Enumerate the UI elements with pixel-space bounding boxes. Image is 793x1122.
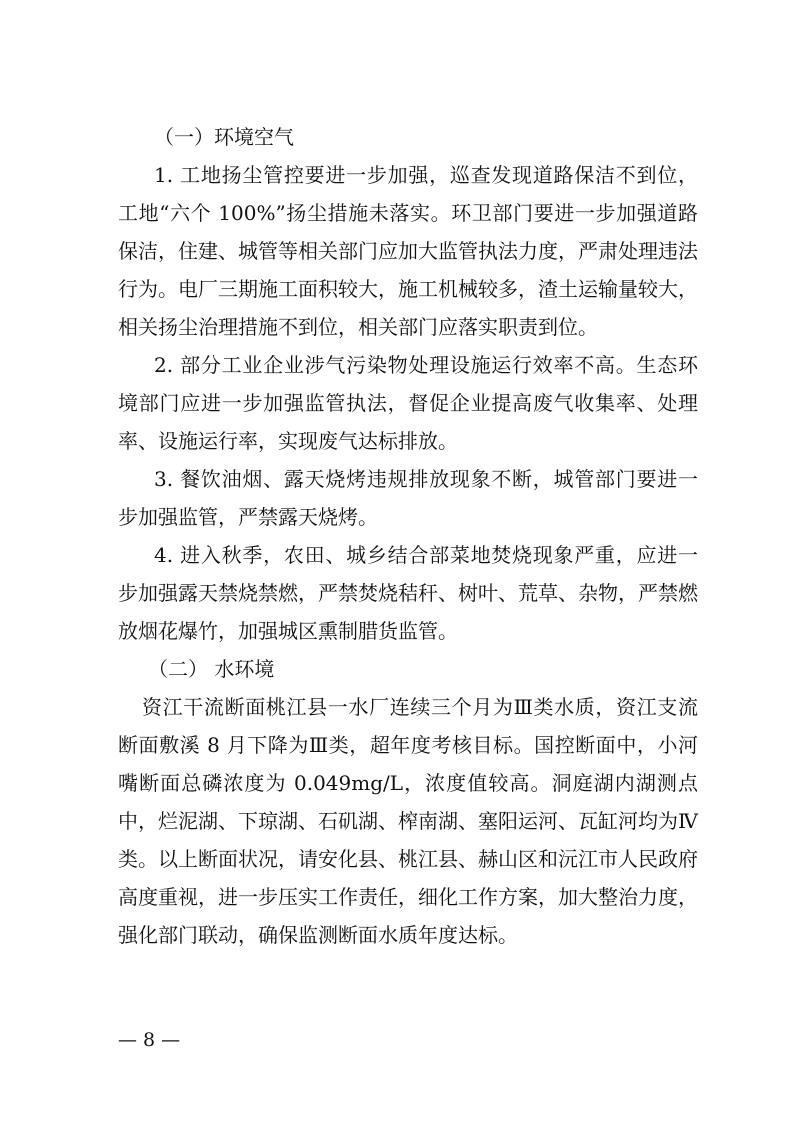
paragraph-water-1: 资江干流断面桃江县一水厂连续三个月为Ⅲ类水质，资江支流断面敷溪 8 月下降为Ⅲ类，超年度考核目标。国控断面中，小河嘴断面总磷浓度为 0.049mg/L，浓度值较高。洞庭湖内湖测点中，烂泥湖、下琼湖、石矶湖、榨南湖、塞阳运河、瓦缸河均为Ⅳ类。以上断面状况，请安化县、桃江县、赫山区和沅江市人民政府高度重视，进一步压实工作责任，细化工作方案，加大整治力度，强化部门联动，确保监测断面水质年度达标。: [118, 695, 698, 947]
section-heading-air: （一）环境空气: [154, 125, 294, 149]
document-body: [118, 118, 698, 954]
paragraph-air-3: 3. 餐饮油烟、露天烧烤违规排放现象不断，城管部门要进一步加强监管，严禁露天烧烤。: [118, 467, 698, 529]
paragraph-air-2: 2. 部分工业企业涉气污染物处理设施运行效率不高。生态环境部门应进一步加强监管执法，督促企业提高废气收集率、处理率、设施运行率，实现废气达标排放。: [118, 353, 698, 453]
paragraph-air-1: 1. 工地扬尘管控要进一步加强，巡查发现道路保洁不到位，工地“六个 100%”扬尘措施未落实。环卫部门要进一步加强道路保洁，住建、城管等相关部门应加大监管执法力度，严肃处理违法行为。电厂三期施工面积较大，施工机械较多，渣土运输量较大，相关扬尘治理措施不到位，相关部门应落实职责到位。: [118, 163, 698, 339]
paragraph-air-4: 4. 进入秋季，农田、城乡结合部菜地焚烧现象严重，应进一步加强露天禁烧禁燃，严禁焚烧秸秆、树叶、荒草、杂物，严禁燃放烟花爆竹，加强城区熏制腊货监管。: [118, 543, 698, 643]
page-number: — 8 —: [118, 1029, 181, 1051]
section-heading-water: （二） 水环境: [148, 657, 275, 681]
